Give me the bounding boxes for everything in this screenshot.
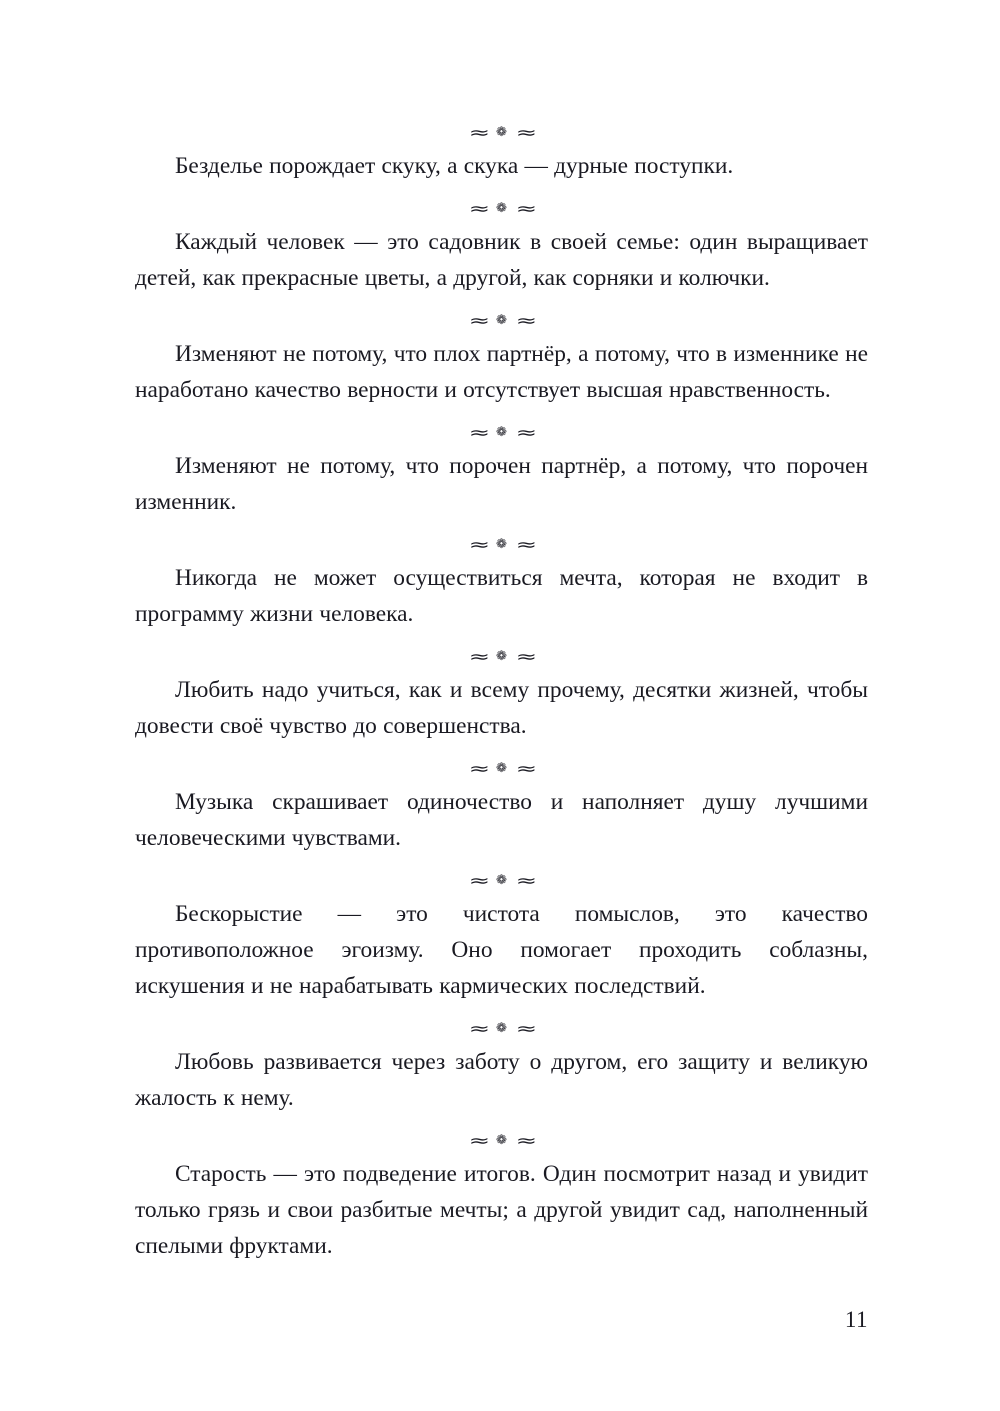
section-divider-ornament (135, 418, 868, 448)
swash-right-icon: ≈ (515, 759, 535, 778)
floret-icon: ❁ (496, 124, 507, 140)
swash-right-icon: ≈ (515, 423, 535, 442)
aphorism-paragraph: Музыка скрашивает одиночество и наполняет душу лучшими человеческими чувствами. (135, 789, 868, 851)
section-divider-ornament (135, 1126, 868, 1156)
page-number: 11 (844, 1307, 868, 1332)
floret-icon: ❁ (496, 1020, 507, 1036)
swash-right-icon: ≈ (515, 123, 535, 142)
section-divider-ornament (135, 754, 868, 784)
swash-left-icon: ≈ (468, 871, 488, 890)
swash-left-icon: ≈ (468, 311, 488, 330)
section-divider-ornament (135, 194, 868, 224)
paragraph-spacer (135, 1264, 868, 1274)
section-divider-ornament (135, 1014, 868, 1044)
swash-right-icon: ≈ (515, 871, 535, 890)
paragraph-spacer (135, 520, 868, 530)
paragraph-spacer (135, 632, 868, 642)
floret-icon: ❁ (496, 424, 507, 440)
paragraph-spacer (135, 1004, 868, 1014)
aphorism-paragraph: Бескорыстие — это чистота помыслов, это качество противоположное эгоизму. Оно помогает проходить соблазны, искушения и не нарабатывать кармических последствий. (135, 901, 868, 999)
aphorism-paragraph: Каждый человек — это садовник в своей семье: один выращивает детей, как прекрасные цветы, а другой, как сорняки и колючки. (135, 229, 868, 291)
floret-icon: ❁ (496, 536, 507, 552)
section-divider-ornament (135, 118, 868, 148)
aphorism-paragraph: Никогда не может осуществиться мечта, которая не входит в программу жизни человека. (135, 565, 868, 627)
aphorism-paragraph: Любовь развивается через заботу о другом, его защиту и великую жалость к нему. (135, 1049, 868, 1111)
paragraph-spacer (135, 184, 868, 194)
paragraph-spacer (135, 296, 868, 306)
section-divider-ornament (135, 866, 868, 896)
swash-left-icon: ≈ (468, 759, 488, 778)
paragraph-spacer (135, 408, 868, 418)
swash-left-icon: ≈ (468, 199, 488, 218)
swash-right-icon: ≈ (515, 199, 535, 218)
aphorism-paragraph: Старость — это подведение итогов. Один посмотрит назад и увидит только грязь и свои разбитые мечты; а другой увидит сад, наполненный спелыми фруктами. (135, 1161, 868, 1259)
swash-right-icon: ≈ (515, 535, 535, 554)
aphorism-paragraph: Изменяют не потому, что порочен партнёр, а потому, что порочен изменник. (135, 453, 868, 515)
paragraph-spacer (135, 1116, 868, 1126)
aphorism-paragraph: Безделье порождает скуку, а скука — дурные поступки. (175, 153, 734, 179)
swash-right-icon: ≈ (515, 311, 535, 330)
floret-icon: ❁ (496, 872, 507, 888)
swash-left-icon: ≈ (468, 647, 488, 666)
floret-icon: ❁ (496, 760, 507, 776)
section-divider-ornament (135, 530, 868, 560)
section-divider-ornament (135, 642, 868, 672)
floret-icon: ❁ (496, 312, 507, 328)
floret-icon: ❁ (496, 200, 507, 216)
paragraph-spacer (135, 856, 868, 866)
text-column (135, 118, 868, 1274)
floret-icon: ❁ (496, 1132, 507, 1148)
section-divider-ornament (135, 306, 868, 336)
swash-left-icon: ≈ (468, 1019, 488, 1038)
swash-left-icon: ≈ (468, 423, 488, 442)
swash-right-icon: ≈ (515, 1019, 535, 1038)
swash-right-icon: ≈ (515, 647, 535, 666)
swash-left-icon: ≈ (468, 123, 488, 142)
paragraph-spacer (135, 744, 868, 754)
aphorism-paragraph: Любить надо учиться, как и всему прочему, десятки жизней, чтобы довести своё чувство до совершенства. (135, 677, 868, 739)
swash-left-icon: ≈ (468, 1131, 488, 1150)
swash-right-icon: ≈ (515, 1131, 535, 1150)
aphorism-paragraph: Изменяют не потому, что плох партнёр, а потому, что в изменнике не наработано качество верности и отсутствует высшая нравственность. (135, 341, 868, 403)
swash-left-icon: ≈ (468, 535, 488, 554)
floret-icon: ❁ (496, 648, 507, 664)
